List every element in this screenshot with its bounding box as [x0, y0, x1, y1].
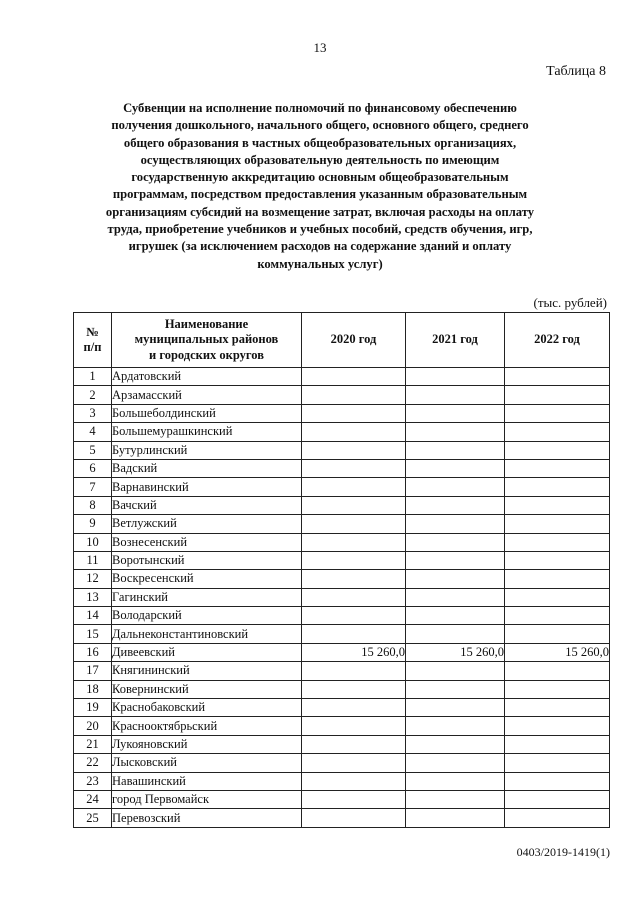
value-2022-cell — [505, 496, 610, 514]
value-2020-cell — [302, 790, 406, 808]
value-2022-cell: 15 260,0 — [505, 643, 610, 661]
value-2020-cell — [302, 809, 406, 827]
value-2021-cell — [406, 404, 505, 422]
value-2021-cell — [406, 717, 505, 735]
value-2020-cell — [302, 680, 406, 698]
header-number-line: № — [86, 324, 99, 339]
value-2021-cell — [406, 423, 505, 441]
table-row — [74, 551, 610, 569]
table-row — [74, 809, 610, 827]
value-2020-cell — [302, 478, 406, 496]
municipality-name-cell: Краснобаковский — [112, 699, 302, 717]
value-2021-cell — [406, 699, 505, 717]
header-name-line: Наименование — [164, 316, 249, 331]
value-2022-cell — [505, 772, 610, 790]
table-row — [74, 588, 610, 606]
table-row — [74, 423, 610, 441]
municipality-name-cell: Большеболдинский — [112, 404, 302, 422]
value-2020-cell — [302, 515, 406, 533]
municipality-name-cell: Ветлужский — [112, 515, 302, 533]
municipality-name-cell: Вадский — [112, 459, 302, 477]
value-2022-cell — [505, 386, 610, 404]
municipality-name-cell: Большемурашкинский — [112, 423, 302, 441]
header-2021: 2021 год — [406, 313, 505, 368]
value-2021-cell — [406, 625, 505, 643]
value-2022-cell — [505, 570, 610, 588]
table-row — [74, 404, 610, 422]
municipality-name-cell: Воротынский — [112, 551, 302, 569]
row-number-cell: 10 — [74, 533, 112, 551]
header-number — [74, 313, 112, 368]
value-2021-cell — [406, 754, 505, 772]
value-2021-cell — [406, 735, 505, 753]
value-2022-cell — [505, 515, 610, 533]
row-number-cell: 14 — [74, 607, 112, 625]
value-2022-cell — [505, 680, 610, 698]
value-2021-cell — [406, 515, 505, 533]
municipality-name-cell: Варнавинский — [112, 478, 302, 496]
value-2022-cell — [505, 368, 610, 386]
row-number-cell: 2 — [74, 386, 112, 404]
row-number-cell: 25 — [74, 809, 112, 827]
title-line: общего образования в частных общеобразовательных организациях, — [123, 135, 517, 150]
table-row — [74, 735, 610, 753]
row-number-cell: 8 — [74, 496, 112, 514]
municipality-name-cell: Перевозский — [112, 809, 302, 827]
table-row — [74, 643, 610, 661]
municipality-name-cell: Дивеевский — [112, 643, 302, 661]
row-number-cell: 22 — [74, 754, 112, 772]
value-2022-cell — [505, 790, 610, 808]
municipality-name-cell: Воскресенский — [112, 570, 302, 588]
value-2021-cell — [406, 459, 505, 477]
table-row — [74, 754, 610, 772]
row-number-cell: 21 — [74, 735, 112, 753]
header-2022: 2022 год — [505, 313, 610, 368]
value-2021-cell — [406, 680, 505, 698]
row-number-cell: 5 — [74, 441, 112, 459]
row-number-cell: 23 — [74, 772, 112, 790]
municipality-name-cell: Ковернинский — [112, 680, 302, 698]
value-2021-cell — [406, 441, 505, 459]
table-row — [74, 790, 610, 808]
value-2022-cell — [505, 735, 610, 753]
table-row — [74, 570, 610, 588]
header-name-line: муниципальных районов — [134, 332, 279, 347]
municipality-name-cell: Дальнеконстантиновский — [112, 625, 302, 643]
value-2022-cell — [505, 699, 610, 717]
value-2020-cell: 15 260,0 — [302, 643, 406, 661]
value-2022-cell — [505, 441, 610, 459]
row-number-cell: 9 — [74, 515, 112, 533]
title-line: игрушек (за исключением расходов на содержание зданий и оплату — [128, 239, 512, 254]
row-number-cell: 18 — [74, 680, 112, 698]
table-row — [74, 441, 610, 459]
row-number-cell: 15 — [74, 625, 112, 643]
municipality-name-cell: Володарский — [112, 607, 302, 625]
municipality-name-cell: Вачский — [112, 496, 302, 514]
municipality-name-cell: Княгининский — [112, 662, 302, 680]
value-2022-cell — [505, 404, 610, 422]
document-code: 0403/2019-1419(1) — [516, 845, 610, 859]
header-2020: 2020 год — [302, 313, 406, 368]
table-row — [74, 625, 610, 643]
table-row — [74, 607, 610, 625]
table-label: Таблица 8 — [546, 64, 606, 79]
municipality-name-cell: Лукояновский — [112, 735, 302, 753]
municipality-name-cell: Гагинский — [112, 588, 302, 606]
value-2020-cell — [302, 625, 406, 643]
table-row — [74, 478, 610, 496]
header-name — [112, 313, 302, 368]
document-title — [80, 100, 560, 273]
value-2020-cell — [302, 735, 406, 753]
value-2022-cell — [505, 625, 610, 643]
header-number-line: п/п — [83, 340, 102, 354]
value-2020-cell — [302, 607, 406, 625]
value-2020-cell — [302, 662, 406, 680]
row-number-cell: 4 — [74, 423, 112, 441]
municipality-name-cell: Ардатовский — [112, 368, 302, 386]
value-2022-cell — [505, 551, 610, 569]
table-row — [74, 772, 610, 790]
municipality-name-cell: город Первомайск — [112, 790, 302, 808]
municipality-name-cell: Навашинский — [112, 772, 302, 790]
municipality-name-cell: Лысковский — [112, 754, 302, 772]
value-2020-cell — [302, 551, 406, 569]
value-2021-cell — [406, 588, 505, 606]
table-row — [74, 496, 610, 514]
units-label: (тыс. рублей) — [533, 295, 607, 310]
value-2020-cell — [302, 754, 406, 772]
value-2021-cell — [406, 533, 505, 551]
value-2022-cell — [505, 478, 610, 496]
value-2021-cell: 15 260,0 — [406, 643, 505, 661]
value-2021-cell — [406, 809, 505, 827]
row-number-cell: 13 — [74, 588, 112, 606]
row-number-cell: 11 — [74, 551, 112, 569]
value-2020-cell — [302, 699, 406, 717]
title-line: государственную аккредитацию основным общеобразовательным — [131, 170, 509, 185]
value-2021-cell — [406, 368, 505, 386]
value-2020-cell — [302, 717, 406, 735]
value-2020-cell — [302, 423, 406, 441]
municipality-name-cell: Бутурлинский — [112, 441, 302, 459]
value-2020-cell — [302, 441, 406, 459]
table-row — [74, 717, 610, 735]
municipality-name-cell: Вознесенский — [112, 533, 302, 551]
title-line: коммунальных услуг) — [257, 256, 383, 271]
value-2020-cell — [302, 404, 406, 422]
row-number-cell: 6 — [74, 459, 112, 477]
row-number-cell: 12 — [74, 570, 112, 588]
table-row — [74, 368, 610, 386]
value-2020-cell — [302, 459, 406, 477]
value-2022-cell — [505, 533, 610, 551]
row-number-cell: 20 — [74, 717, 112, 735]
row-number-cell: 1 — [74, 368, 112, 386]
value-2022-cell — [505, 809, 610, 827]
value-2020-cell — [302, 533, 406, 551]
value-2020-cell — [302, 772, 406, 790]
title-line: программам, посредством предоставления указанным образовательным — [112, 187, 528, 202]
row-number-cell: 3 — [74, 404, 112, 422]
value-2020-cell — [302, 588, 406, 606]
municipality-name-cell: Краснооктябрьский — [112, 717, 302, 735]
table-body — [74, 368, 610, 828]
table-row — [74, 662, 610, 680]
title-line: получения дошкольного, начального общего, основного общего, среднего — [111, 118, 529, 133]
table-row — [74, 680, 610, 698]
value-2022-cell — [505, 459, 610, 477]
value-2022-cell — [505, 717, 610, 735]
value-2020-cell — [302, 368, 406, 386]
value-2021-cell — [406, 496, 505, 514]
title-line: организациям субсидий на возмещение затрат, включая расходы на оплату — [105, 204, 535, 219]
value-2022-cell — [505, 423, 610, 441]
table-row — [74, 515, 610, 533]
municipality-name-cell: Арзамасский — [112, 386, 302, 404]
title-line: осуществляющих образовательную деятельность по имеющим — [140, 152, 500, 167]
table-header-row — [74, 313, 610, 368]
value-2020-cell — [302, 386, 406, 404]
value-2021-cell — [406, 772, 505, 790]
value-2022-cell — [505, 662, 610, 680]
value-2022-cell — [505, 754, 610, 772]
subventions-table — [73, 312, 610, 828]
value-2021-cell — [406, 478, 505, 496]
row-number-cell: 7 — [74, 478, 112, 496]
row-number-cell: 16 — [74, 643, 112, 661]
title-line: труда, приобретение учебников и учебных пособий, средств обучения, игр, — [107, 222, 533, 237]
table-row — [74, 386, 610, 404]
value-2021-cell — [406, 570, 505, 588]
value-2021-cell — [406, 551, 505, 569]
page-number: 13 — [313, 40, 327, 55]
row-number-cell: 17 — [74, 662, 112, 680]
value-2021-cell — [406, 386, 505, 404]
value-2021-cell — [406, 790, 505, 808]
value-2020-cell — [302, 570, 406, 588]
title-line: Субвенции на исполнение полномочий по финансовому обеспечению — [123, 101, 517, 115]
table-row — [74, 459, 610, 477]
value-2021-cell — [406, 607, 505, 625]
row-number-cell: 19 — [74, 699, 112, 717]
table-row — [74, 533, 610, 551]
header-name-line: и городских округов — [149, 347, 264, 362]
value-2022-cell — [505, 607, 610, 625]
row-number-cell: 24 — [74, 790, 112, 808]
value-2020-cell — [302, 496, 406, 514]
value-2021-cell — [406, 662, 505, 680]
table-row — [74, 699, 610, 717]
value-2022-cell — [505, 588, 610, 606]
